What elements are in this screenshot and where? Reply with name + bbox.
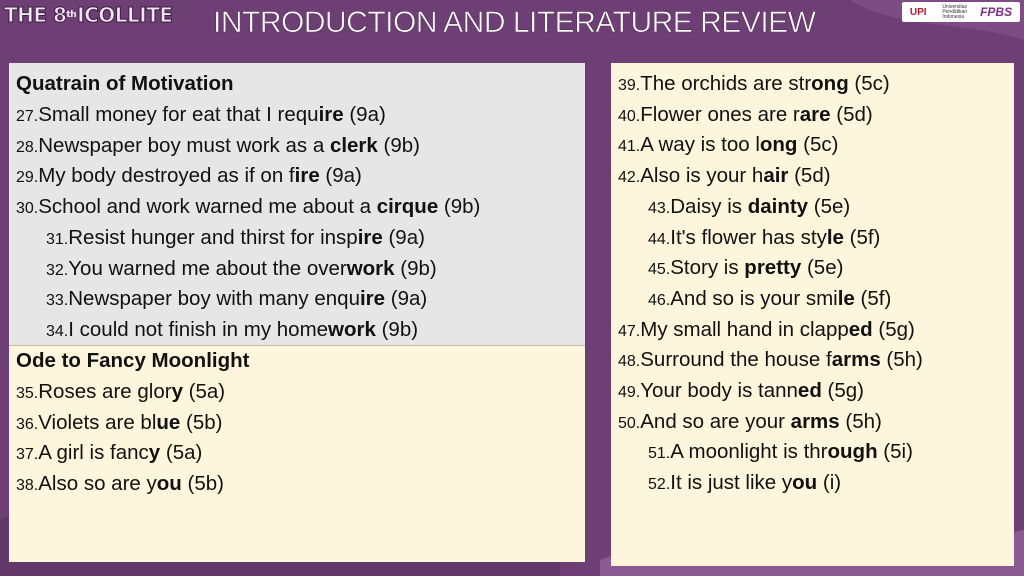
verse-text: (5c) (848, 72, 890, 95)
verse-number: 39. (618, 77, 641, 94)
rhyme-emphasis: are (799, 102, 831, 126)
verse-line (46, 223, 425, 253)
verse-line (16, 408, 222, 438)
upi-logo: UPI (909, 6, 927, 18)
verse-number: 47. (618, 322, 641, 340)
verse-text: A way is too l (640, 133, 760, 157)
verse-line (16, 161, 362, 191)
verse-text: It is just like y (670, 471, 793, 495)
verse-number: 32. (46, 261, 69, 279)
verse-number: 28. (16, 138, 39, 156)
verse-line (618, 69, 890, 99)
verse-line (648, 253, 843, 283)
rhyme-emphasis: ed (797, 379, 822, 402)
verse-number: 44. (648, 230, 671, 248)
verse-text: (5h) (880, 348, 923, 372)
verse-line (16, 192, 480, 222)
verse-line (16, 100, 386, 130)
verse-line (16, 469, 224, 499)
verse-line (648, 223, 880, 253)
verse-text: The orchids are str (640, 72, 812, 95)
verse-text: And so is your smi (670, 286, 838, 310)
verse-line (618, 130, 838, 160)
verse-text: Your body is tann (640, 379, 798, 402)
verse-text: Surround the house f (640, 348, 832, 372)
conference-logo: THE 8 th ICOLLITE (4, 3, 173, 27)
verse-text: (5b) (180, 410, 223, 434)
verse-number: 49. (618, 384, 641, 401)
verse-text: Newspaper boy with many enqu (68, 287, 360, 311)
verse-text: (5b) (181, 472, 224, 496)
verse-number: 46. (648, 291, 671, 309)
verse-number: 48. (618, 353, 641, 371)
verse-number: 33. (46, 292, 69, 310)
verse-text: (9b) (438, 195, 481, 219)
verse-text: Also is your h (640, 164, 764, 188)
verse-text: And so are your (640, 409, 791, 433)
rhyme-emphasis: ue (156, 410, 181, 434)
verse-text: Violets are bl (38, 410, 157, 434)
verse-number: 38. (16, 477, 39, 495)
rhyme-emphasis: ou (156, 472, 182, 496)
verse-number: 43. (648, 199, 671, 217)
verse-text: (5e) (808, 194, 851, 218)
rhyme-emphasis: pretty (744, 256, 802, 280)
verse-number: 37. (16, 446, 39, 464)
rhyme-emphasis: ough (827, 440, 878, 464)
verse-line (618, 161, 831, 191)
verse-text: (9b) (394, 256, 437, 280)
verse-text: (5i) (877, 440, 913, 464)
verse-text: My small hand in clapp (640, 317, 849, 341)
verse-number: 30. (16, 200, 39, 218)
rhyme-emphasis: ong (811, 72, 849, 95)
verse-text: (9b) (375, 317, 419, 341)
verse-text: (5a) (160, 441, 203, 465)
verse-line (618, 407, 882, 437)
verse-text: (5c) (797, 133, 839, 157)
rhyme-emphasis: ire (294, 164, 320, 188)
rhyme-emphasis: arms (831, 348, 881, 372)
verse-text: (5d) (830, 102, 873, 126)
page-title: INTRODUCTION AND LITERATURE REVIEW (213, 6, 816, 39)
verse-text: (5g) (821, 379, 865, 402)
verse-text: Roses are glor (38, 380, 172, 403)
verse-number: 45. (648, 261, 671, 279)
rhyme-emphasis: arms (790, 409, 840, 433)
rhyme-emphasis: cirque (376, 195, 439, 219)
verse-text: (5a) (182, 380, 226, 403)
verse-text: A moonlight is thr (670, 440, 828, 464)
verse-number: 27. (16, 108, 39, 125)
verse-text: Also so are y (38, 472, 157, 496)
verse-line (648, 192, 850, 222)
rhyme-emphasis: air (763, 164, 789, 188)
rhyme-emphasis: ire (318, 103, 344, 126)
verse-line (46, 315, 418, 345)
verse-text: Small money for eat that I requ (38, 103, 319, 126)
verse-number: 52. (648, 476, 671, 494)
verse-text: (9b) (377, 133, 420, 157)
rhyme-emphasis: clerk (329, 133, 378, 157)
verse-number: 50. (618, 414, 641, 432)
rhyme-emphasis: ou (792, 471, 818, 495)
verse-line (618, 345, 923, 375)
verse-line (46, 254, 437, 284)
verse-number: 40. (618, 107, 641, 125)
verse-text: (5d) (788, 164, 831, 188)
verse-number: 34. (46, 322, 69, 340)
verse-text: Story is (670, 256, 745, 280)
verse-text: (9a) (343, 103, 386, 126)
verse-text: (5h) (839, 409, 882, 433)
verse-text: (9a) (319, 164, 362, 188)
verse-text: (9a) (382, 225, 425, 249)
verse-text: (9a) (385, 287, 428, 311)
verse-text: (5f) (843, 225, 881, 249)
verse-number: 51. (648, 445, 671, 463)
verse-number: 42. (618, 169, 641, 187)
partner-logos (902, 2, 1020, 22)
rhyme-emphasis: y (171, 380, 183, 403)
verse-text: Daisy is (670, 194, 748, 218)
rhyme-emphasis: dainty (747, 194, 809, 218)
rhyme-emphasis: ed (848, 317, 873, 341)
verse-line (618, 376, 864, 406)
ode-panel (9, 345, 585, 562)
right-verses-panel (611, 63, 1014, 566)
verse-line (648, 468, 841, 498)
verse-line (648, 284, 891, 314)
verse-text: It's flower has sty (670, 225, 827, 249)
verse-number: 29. (16, 169, 39, 187)
rhyme-emphasis: y (148, 441, 161, 465)
verse-line (16, 377, 225, 407)
verse-number: 35. (16, 385, 39, 402)
verse-line (16, 131, 420, 161)
rhyme-emphasis: le (837, 286, 855, 310)
quatrain-heading: Quatrain of Motivation (16, 72, 234, 95)
verse-line (46, 284, 427, 314)
verse-number: 41. (618, 138, 641, 156)
verse-text: You warned me about the over (68, 256, 347, 280)
quatrain-panel (9, 63, 585, 345)
rhyme-emphasis: ire (359, 287, 386, 311)
verse-line (648, 437, 913, 467)
verse-text: (5e) (801, 256, 844, 280)
verse-line (16, 438, 202, 468)
rhyme-emphasis: le (826, 225, 844, 249)
verse-text: Flower ones are r (640, 102, 800, 126)
rhyme-emphasis: ire (357, 225, 383, 249)
verse-line (618, 315, 915, 345)
verse-text: A girl is fanc (38, 441, 149, 465)
verse-number: 36. (16, 415, 39, 433)
university-name: Universitas Pendidikan Indonesia (942, 3, 968, 20)
verse-text: My body destroyed as if on f (38, 164, 295, 188)
rhyme-emphasis: work (346, 256, 395, 280)
verse-text: Newspaper boy must work as a (38, 133, 330, 157)
fpbs-logo: FPBS (980, 5, 1013, 19)
rhyme-emphasis: ong (759, 133, 798, 157)
verse-text: (i) (817, 471, 842, 495)
verse-line (618, 100, 873, 130)
ode-heading: Ode to Fancy Moonlight (16, 349, 250, 372)
verse-text: (5f) (854, 286, 892, 310)
verse-text: I could not finish in my home (68, 317, 329, 341)
rhyme-emphasis: work (328, 317, 376, 341)
verse-text: Resist hunger and thirst for insp (68, 225, 358, 249)
verse-text: School and work warned me about a (38, 195, 377, 219)
verse-text: (5g) (872, 317, 915, 341)
verse-number: 31. (46, 230, 69, 248)
